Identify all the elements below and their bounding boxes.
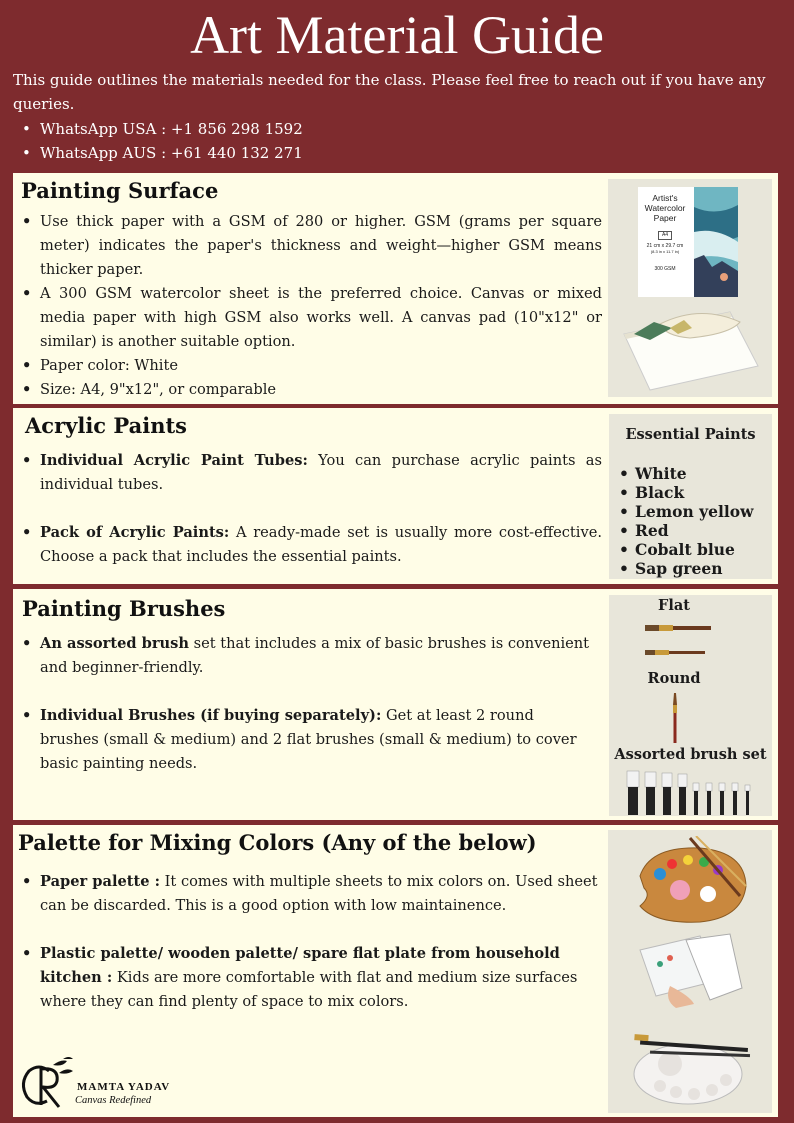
watercolor-pad-image — [638, 187, 738, 297]
list-item: • A 300 GSM watercolor sheet is the preferred choice. Canvas or mixed media paper with high GSM also works well. A canvas pad (10"x12" or similar) is another suitable option. — [13, 282, 602, 354]
round-brush-icon — [665, 691, 685, 743]
wooden-palette-icon — [630, 836, 750, 926]
pad-size: 21 cm x 29.7 cm — [646, 243, 684, 249]
essential-paints-panel — [609, 414, 772, 579]
item-heading: Plastic palette/ wooden palette/ spare flat plate from household kitchen : — [40, 945, 560, 986]
intro-text: This guide outlines the materials needed for the class. Please feel free to reach out if you have any queries. — [13, 71, 766, 113]
list-item: • White — [617, 464, 754, 483]
section-painting-surface — [13, 173, 778, 404]
item-heading: Paper palette : — [40, 873, 161, 890]
logo-tagline: Canvas Redefined — [75, 1095, 152, 1106]
pad-a4: A4 — [658, 231, 672, 240]
section-title: Acrylic Paints — [25, 413, 188, 438]
pad-brand: Artist's — [652, 193, 678, 203]
pad-name-1: Watercolor — [644, 203, 686, 213]
item-text: Get at least 2 round brushes (small & medium) and 2 flat brushes (small & medium) to cover basic painting needs. — [40, 707, 577, 772]
item-heading: An assorted brush — [40, 635, 189, 652]
acrylic-bullets — [13, 449, 602, 569]
contact-usa: • WhatsApp USA : +1 856 298 1592 — [13, 117, 785, 141]
brushes-image-panel — [609, 595, 772, 816]
contact-aus: • WhatsApp AUS : +61 440 132 271 — [13, 141, 785, 165]
list-item — [13, 942, 602, 1014]
section-title: Painting Surface — [21, 178, 219, 203]
flat-brush-icon — [643, 619, 713, 665]
list-item: • Size: A4, 9"x12", or comparable — [13, 378, 602, 402]
plastic-palette-icon — [630, 1020, 754, 1108]
list-item: • Cobalt blue — [617, 540, 754, 559]
item-text: You can purchase acrylic paints as individual tubes. — [40, 452, 602, 493]
list-item: • Paper color: White — [13, 354, 602, 378]
section-acrylic-paints — [13, 408, 778, 584]
item-heading: Pack of Acrylic Paints: — [40, 524, 230, 541]
palette-bullets — [13, 870, 602, 1014]
brushes-bullets — [13, 632, 593, 776]
list-item — [13, 521, 602, 569]
item-heading: Individual Acrylic Paint Tubes: — [40, 452, 308, 469]
pad-gsm: 300 GSM — [654, 266, 676, 272]
essential-paints-title: Essential Paints — [625, 426, 756, 443]
item-text: set that includes a mix of basic brushes is convenient and beginner-friendly. — [40, 635, 590, 676]
item-text: It comes with multiple sheets to mix colors on. Used sheet can be discarded. This is a good option with low maintainence. — [40, 873, 598, 914]
logo-name: MAMTA YADAV — [77, 1081, 171, 1093]
page-title: Art Material Guide — [190, 5, 604, 65]
canvas-pad-icon — [620, 304, 760, 392]
intro-block — [13, 68, 785, 165]
item-text: Kids are more comfortable with flat and medium size surfaces where they can find plenty of space to mix colors. — [40, 969, 578, 1010]
logo-monogram-icon — [13, 1057, 75, 1113]
palette-image-panel — [608, 830, 772, 1113]
paper-palette-icon — [630, 930, 750, 1010]
section-painting-brushes — [13, 589, 778, 820]
list-item — [13, 632, 593, 680]
surface-bullets — [13, 210, 602, 402]
list-item — [13, 704, 593, 776]
section-title: Palette for Mixing Colors (Any of the below) — [18, 830, 537, 855]
item-heading: Individual Brushes (if buying separately): — [40, 707, 382, 724]
list-item: • Use thick paper with a GSM of 280 or higher. GSM (grams per square meter) indicates the paper's thickness and weight—higher GSM means thicker paper. — [13, 210, 602, 282]
list-item: • Black — [617, 483, 754, 502]
item-text: A ready-made set is usually more cost-effective. Choose a pack that includes the essential paints. — [40, 524, 602, 565]
contact-list — [13, 117, 785, 165]
surface-image-panel — [608, 179, 772, 397]
pad-cover-art-icon — [694, 187, 738, 297]
assorted-brush-label: Assorted brush set — [614, 746, 767, 763]
section-title: Painting Brushes — [22, 596, 226, 621]
essential-paints-list — [617, 464, 754, 578]
assorted-brush-set-icon — [623, 769, 763, 815]
round-brush-label: Round — [647, 670, 701, 687]
list-item: • Red — [617, 521, 754, 540]
pad-size-inches: (8.3 in x 11.7 in) — [650, 249, 680, 254]
list-item — [13, 449, 602, 497]
flat-brush-label: Flat — [658, 597, 690, 614]
list-item: • Sap green — [617, 559, 754, 578]
list-item — [13, 870, 602, 918]
pad-name-2: Paper — [653, 213, 677, 223]
brand-logo — [13, 1057, 173, 1113]
list-item: • Lemon yellow — [617, 502, 754, 521]
